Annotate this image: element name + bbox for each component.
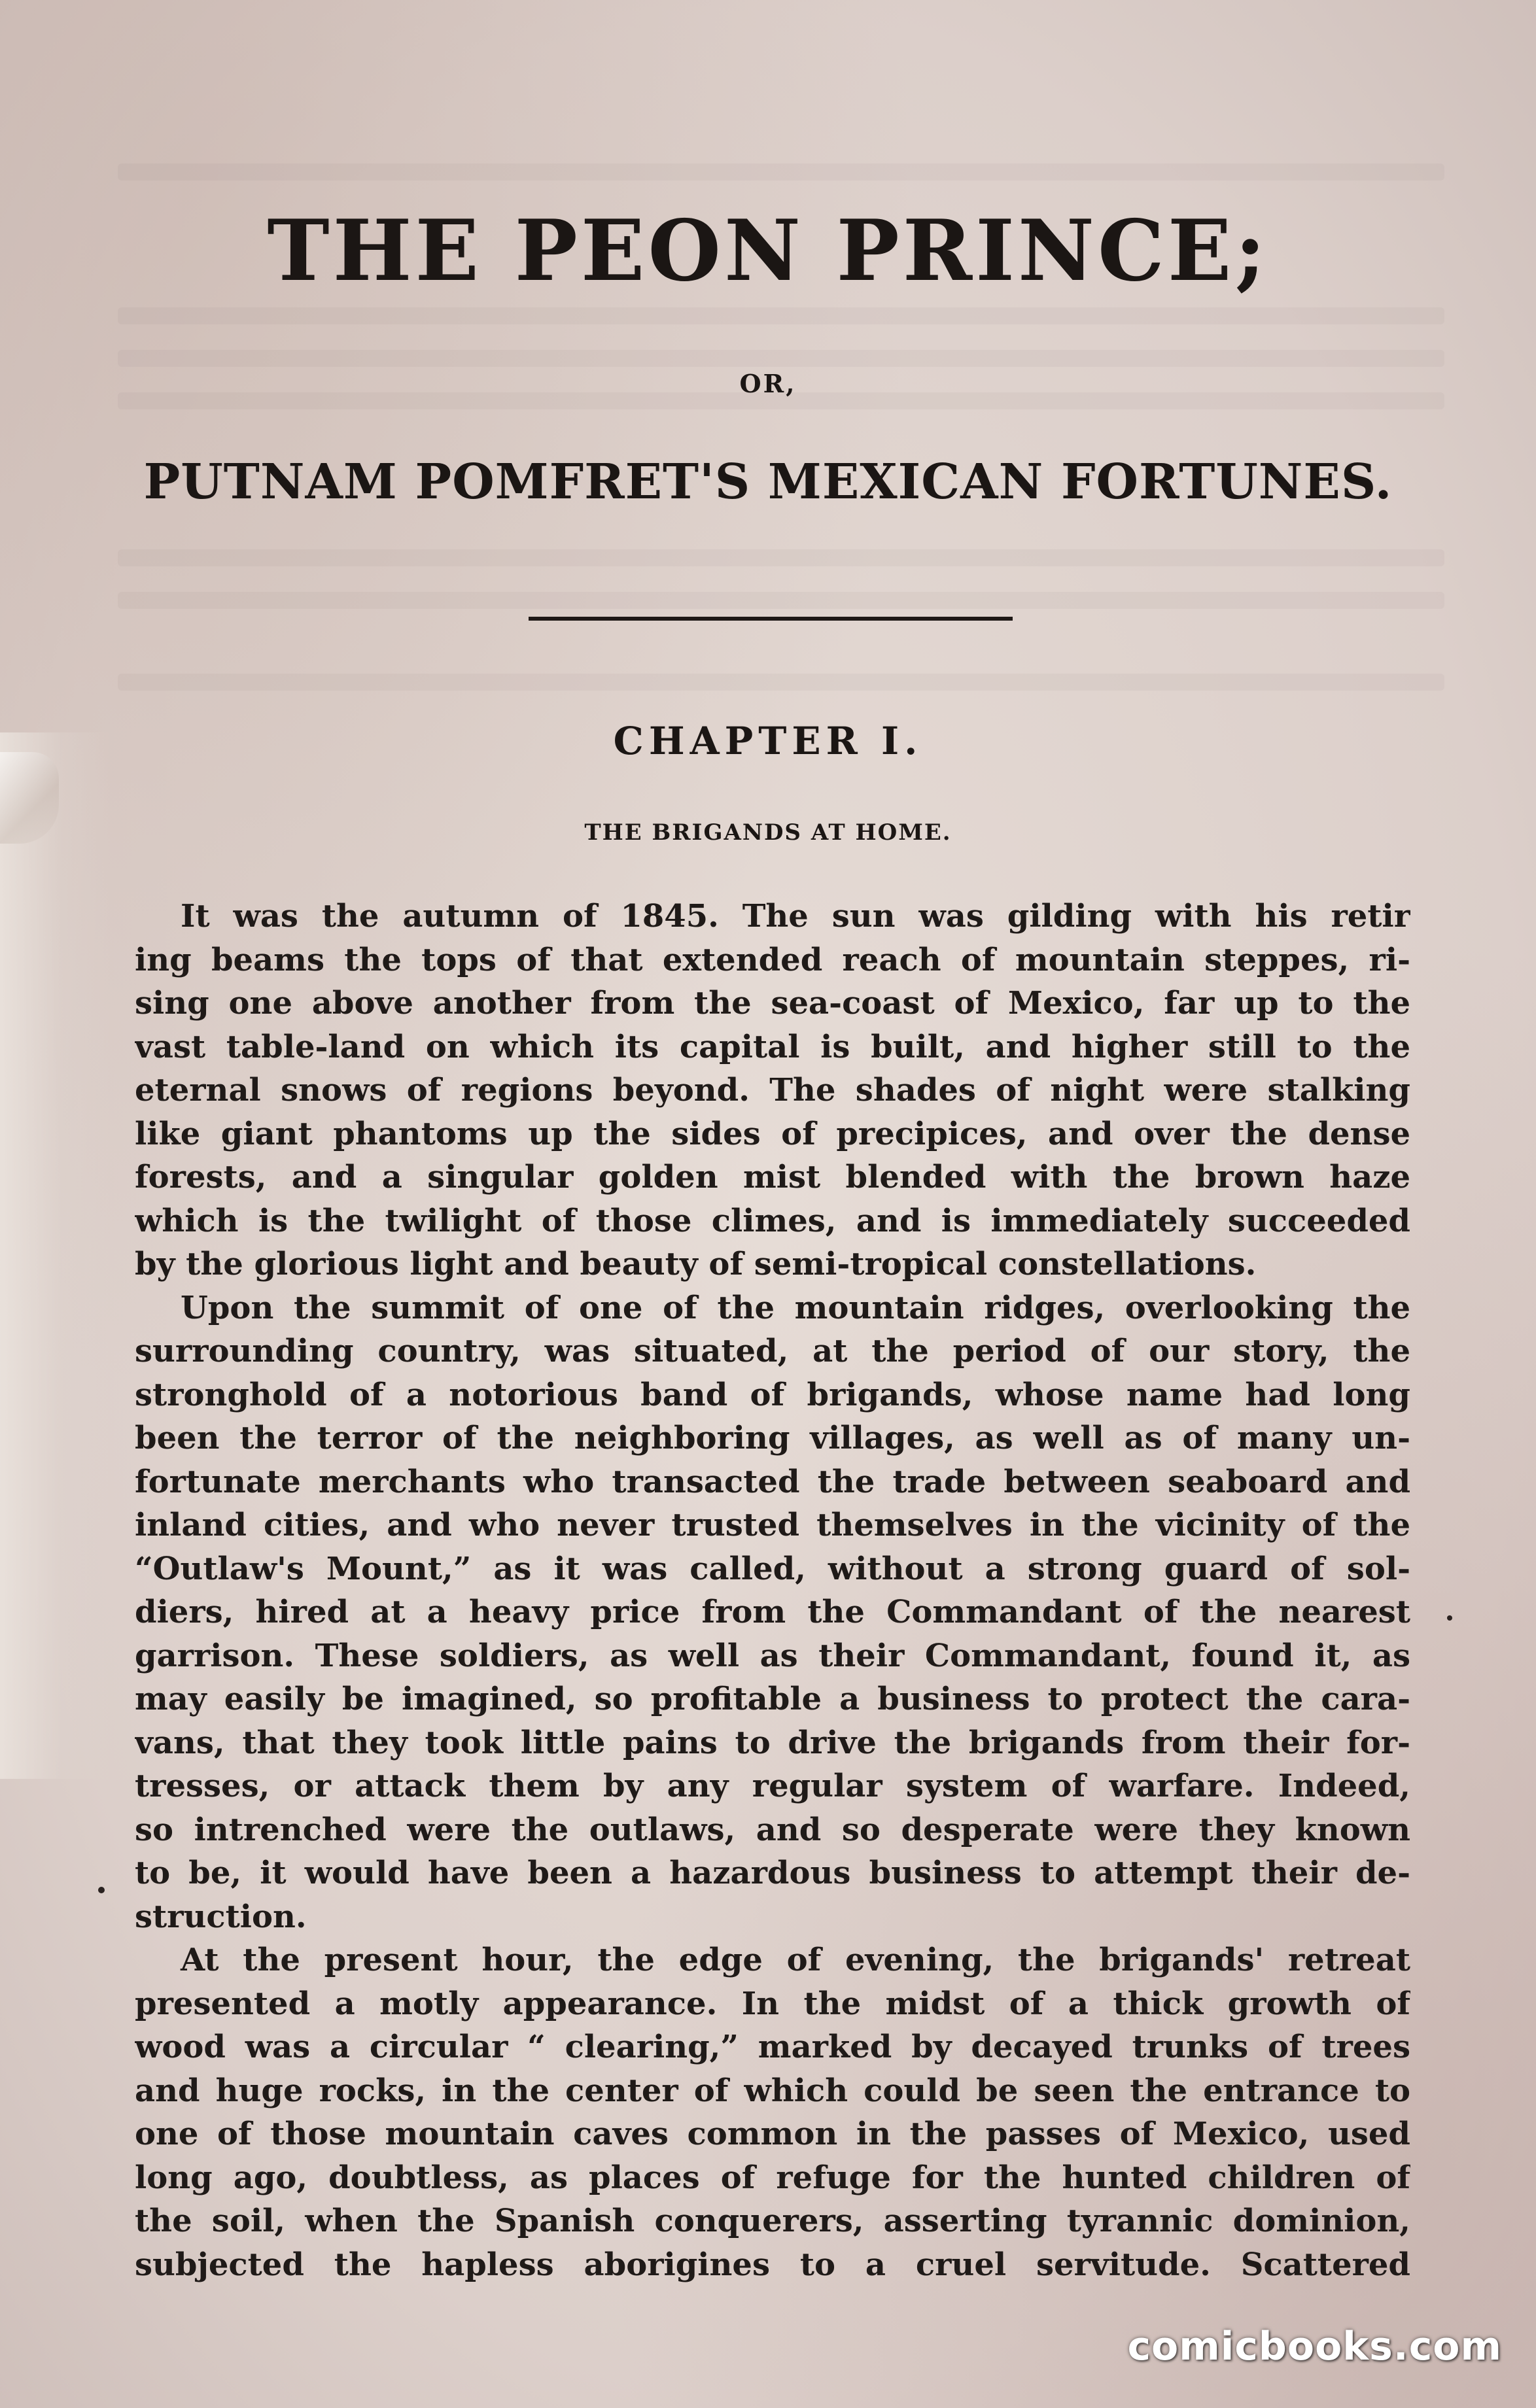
title-divider-rule — [529, 617, 1013, 621]
book-title: THE PEON PRINCE; — [267, 202, 1269, 300]
text-line: so intrenched were the outlaws, and so desperate were they known — [135, 1811, 1410, 1848]
text-line: subjected the hapless aborigines to a cruel servitude. Scattered — [135, 2246, 1410, 2283]
chapter-subheading: THE BRIGANDS AT HOME. — [584, 819, 952, 846]
text-line: by the glorious light and beauty of semi-tropical constellations. — [135, 1246, 1257, 1282]
text-line: tresses, or attack them by any regular system of warfare. Indeed, — [135, 1768, 1410, 1804]
text-line: one of those mountain caves common in the passes of Mexico, used — [135, 2116, 1410, 2152]
text-line: struction. — [135, 1898, 307, 1935]
text-line: It was the autumn of 1845. The sun was gilding with his retir — [181, 898, 1410, 935]
book-subtitle: PUTNAM POMFRET'S MEXICAN FORTUNES. — [143, 454, 1393, 510]
text-line: diers, hired at a heavy price from the Commandant of the nearest — [135, 1594, 1410, 1630]
bleed-through-line — [118, 350, 1444, 367]
bleed-through-line — [118, 592, 1444, 609]
paragraph-3 — [135, 1938, 1410, 2286]
text-line: stronghold of a notorious band of brigands, whose name had long — [135, 1376, 1410, 1413]
paragraph-1 — [135, 895, 1410, 1286]
text-line: eternal snows of regions beyond. The shades of night were stalking — [135, 1072, 1410, 1109]
text-line: presented a motly appearance. In the midst of a thick growth of — [135, 1985, 1410, 2022]
text-line: and huge rocks, in the center of which could be seen the entrance to — [135, 2072, 1410, 2109]
site-watermark: comicbooks.com — [1127, 2324, 1502, 2369]
chapter-body — [135, 895, 1410, 2286]
text-line: At the present hour, the edge of evening, the brigands' retreat — [181, 1942, 1410, 1978]
text-line: forests, and a singular golden mist blended with the brown haze — [135, 1159, 1410, 1195]
text-line: may easily be imagined, so profitable a business to protect the cara- — [135, 1681, 1410, 1717]
text-line: vast table-land on which its capital is built, and higher still to the — [135, 1028, 1410, 1065]
bleed-through-line — [118, 549, 1444, 566]
text-line: which is the twilight of those climes, and is immediately succeeded — [135, 1202, 1410, 1239]
text-line: sing one above another from the sea-coast of Mexico, far up to the — [135, 985, 1410, 1022]
text-line: the soil, when the Spanish conquerers, asserting tyrannic dominion, — [135, 2203, 1410, 2239]
text-line: been the terror of the neighboring villages, as well as of many un- — [135, 1420, 1410, 1456]
text-line: vans, that they took little pains to drive the brigands from their for- — [135, 1724, 1410, 1761]
torn-page-edge — [0, 732, 111, 1779]
text-line: inland cities, and who never trusted themselves in the vicinity of the — [135, 1507, 1410, 1543]
ink-speck — [1447, 1615, 1452, 1621]
text-line: wood was a circular “ clearing,” marked by decayed trunks of trees — [135, 2029, 1410, 2065]
text-line: long ago, doubtless, as places of refuge for the hunted children of — [135, 2159, 1410, 2196]
text-line: Upon the summit of one of the mountain ridges, overlooking the — [181, 1289, 1410, 1326]
title-connector: OR, — [739, 369, 797, 398]
text-line: “Outlaw's Mount,” as it was called, without a strong guard of sol- — [135, 1550, 1410, 1587]
bleed-through-line — [118, 307, 1444, 324]
text-line: like giant phantoms up the sides of precipices, and over the dense — [135, 1115, 1410, 1152]
bleed-through-line — [118, 163, 1444, 181]
text-line: to be, it would have been a hazardous business to attempt their de- — [135, 1855, 1410, 1891]
text-line: garrison. These soldiers, as well as their Commandant, found it, as — [135, 1637, 1410, 1674]
bleed-through-line — [118, 674, 1444, 691]
ink-speck — [98, 1887, 105, 1893]
paragraph-2 — [135, 1286, 1410, 1939]
text-line: ing beams the tops of that extended reach of mountain steppes, ri- — [135, 941, 1410, 978]
text-line: fortunate merchants who transacted the trade between seaboard and — [135, 1463, 1410, 1500]
chapter-heading: CHAPTER I. — [613, 719, 923, 763]
text-line: surrounding country, was situated, at the period of our story, the — [135, 1333, 1410, 1369]
